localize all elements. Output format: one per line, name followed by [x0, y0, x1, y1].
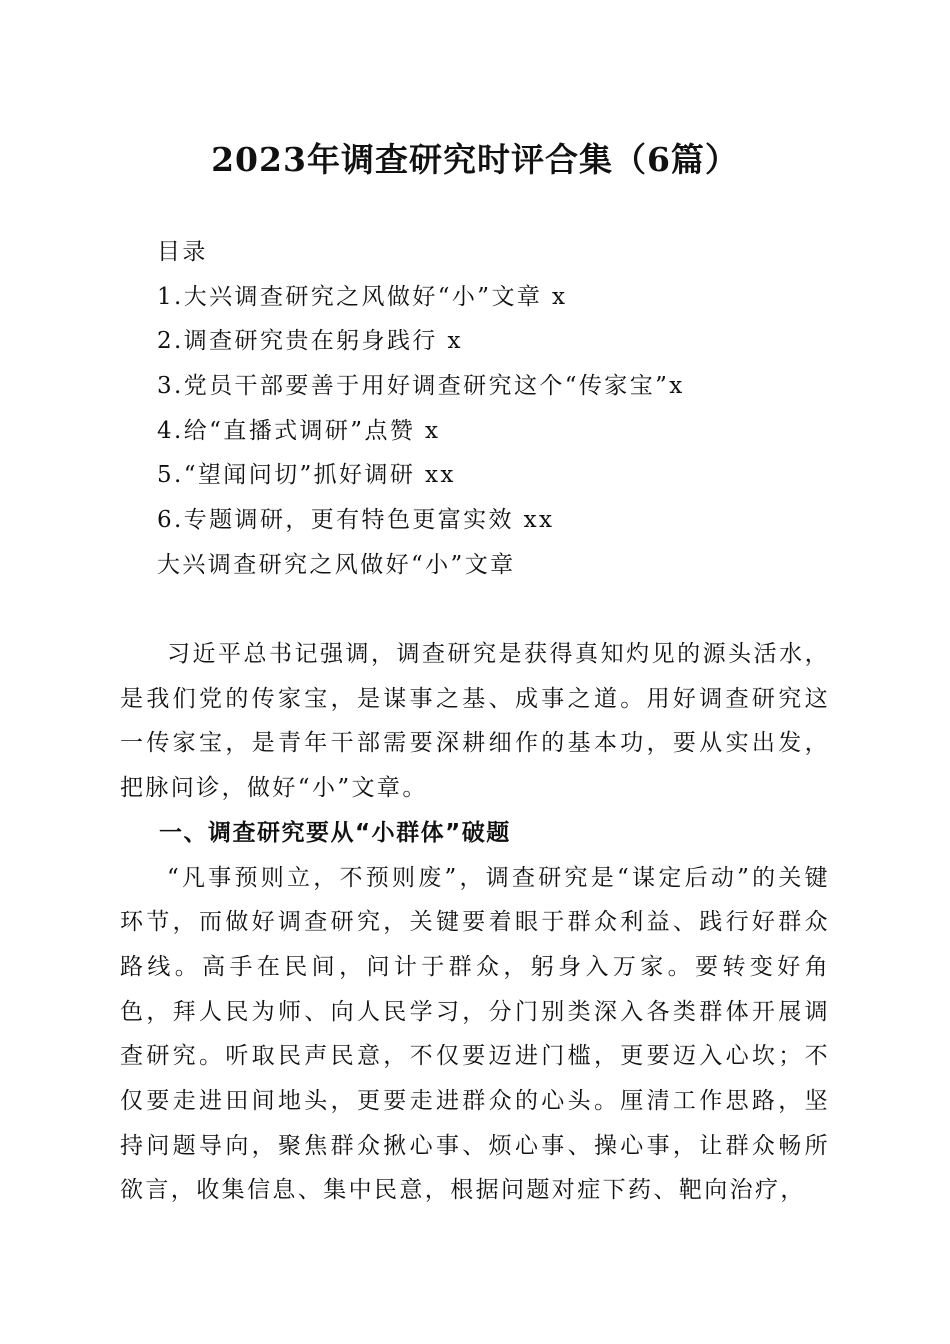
toc-item-5: 5.“望闻问切”抓好调研 xx [157, 462, 456, 489]
table-of-contents [157, 230, 857, 588]
article-title: 大兴调查研究之风做好“小”文章 [157, 551, 516, 578]
toc-item-1: 1.大兴调查研究之风做好“小”文章 x [157, 283, 568, 310]
toc-heading: 目录 [157, 239, 208, 265]
toc-item-2: 2.调查研究贵在躬身践行 x [157, 328, 463, 355]
toc-item-4: 4.给“直播式调研”点赞 x [157, 417, 441, 444]
document-body [120, 632, 830, 1213]
toc-item-6: 6.专题调研，更有特色更富实效 xx [157, 507, 555, 534]
section-heading-1: 一、调查研究要从“小群体”破题 [159, 819, 511, 846]
section-paragraph-1: “凡事预则立，不预则废”，调查研究是“谋定后动”的关键环节，而做好调查研究，关键要着眼于群众利益、践行好群众路线。高手在民间，问计于群众，躬身入万家。要转变好角色，拜人民为师、向人民学习，分门别类深入各类群体开展调查研究。听取民声民意，不仅要迈进门槛，更要迈入心坎；不仅要走进田间地头，更要走进群众的心头。厘清工作思路，坚持问题导向，聚焦群众揪心事、烦心事、操心事，让群众畅所欲言，收集信息、集中民意，根据问题对症下药、靶向治疗， [120, 864, 830, 1204]
document-title: 2023年调查研究时评合集（6篇） [211, 140, 739, 179]
body-paragraph-1: 习近平总书记强调，调查研究是获得真知灼见的源头活水，是我们党的传家宝，是谋事之基、成事之道。用好调查研究这一传家宝，是青年干部需要深耕细作的基本功，要从实出发，把脉问诊，做好“小”文章。 [120, 641, 830, 802]
toc-item-3: 3.党员干部要善于用好调查研究这个“传家宝”x [157, 373, 685, 400]
